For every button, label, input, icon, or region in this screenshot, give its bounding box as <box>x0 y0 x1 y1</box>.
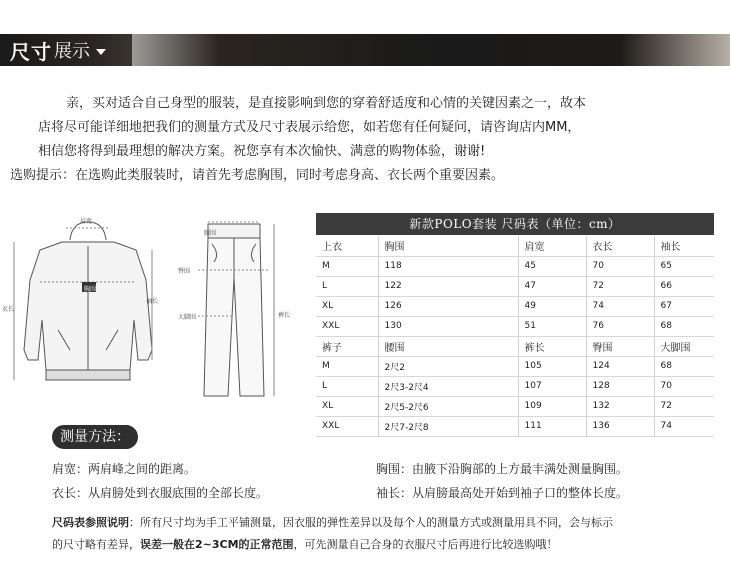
table-cell: 72 <box>654 396 714 416</box>
table-cell: 68 <box>654 316 714 336</box>
jacket-diagram <box>0 210 165 400</box>
section-title-bold: 尺寸 <box>10 39 52 64</box>
table-cell: 107 <box>518 376 586 396</box>
table-row <box>316 316 714 336</box>
table-cell: 大脚围 <box>654 336 714 356</box>
table-cell: 76 <box>586 316 654 336</box>
table-cell: 51 <box>518 316 586 336</box>
table-cell: 2尺2 <box>378 356 518 376</box>
table-cell: 裤子 <box>316 336 378 356</box>
jacket-chest-label: 胸围 <box>84 286 97 293</box>
note-text-1: ：所有尺寸均为手工平铺测量，因衣服的弹性差异以及每个人的测量方式或测量用具不同，会与标示 <box>129 516 613 529</box>
table-row <box>316 396 714 416</box>
table-cell: L <box>316 276 378 296</box>
table-cell: 2尺3-2尺4 <box>378 376 518 396</box>
table-cell: 72 <box>586 276 654 296</box>
table-row <box>316 296 714 316</box>
table-cell: 47 <box>518 276 586 296</box>
intro-line-2: 店将尽可能详细地把我们的测量方式及尺寸表展示给您，如若您有任何疑问，请咨询店内MM， <box>38 120 581 135</box>
method-sleeve: 袖长：从肩膀最高处开始到袖子口的整体长度。 <box>376 486 629 500</box>
table-row <box>316 276 714 296</box>
jacket-shoulder-label: 肩宽 <box>80 218 93 225</box>
intro-line-3: 相信您将得到最理想的解决方案。祝您享有本次愉快、满意的购物体验，谢谢! <box>38 144 486 159</box>
table-cell: 腰围 <box>378 336 518 356</box>
table-cell: M <box>316 356 378 376</box>
table-cell: 126 <box>378 296 518 316</box>
table-cell: XXL <box>316 416 378 436</box>
table-cell: 65 <box>654 256 714 276</box>
table-cell: XL <box>316 296 378 316</box>
table-cell: 118 <box>378 256 518 276</box>
table-row <box>316 256 714 276</box>
intro-text <box>10 92 708 188</box>
pants-hip-label: 臀围 <box>178 268 191 275</box>
table-cell: 111 <box>518 416 586 436</box>
section-title <box>0 34 132 66</box>
table-cell: 45 <box>518 256 586 276</box>
table-cell: 66 <box>654 276 714 296</box>
table-cell: 上衣 <box>316 236 378 256</box>
table-cell: 49 <box>518 296 586 316</box>
pants-length-label: 裤长 <box>278 312 291 319</box>
table-cell: 肩宽 <box>518 236 586 256</box>
table-cell: 衣长 <box>586 236 654 256</box>
size-reference-note <box>52 512 712 556</box>
section-title-thin: 展示 <box>54 41 90 62</box>
table-cell: 130 <box>378 316 518 336</box>
note-text-2b: 误差一般在2~3CM的正常范围 <box>140 538 294 551</box>
method-shoulder: 肩宽：两肩峰之间的距离。 <box>52 462 197 476</box>
table-row <box>316 356 714 376</box>
jacket-length-label: 衣长 <box>2 306 15 313</box>
table-cell: 2尺5-2尺6 <box>378 396 518 416</box>
table-cell: 70 <box>586 256 654 276</box>
table-cell: XXL <box>316 316 378 336</box>
table-cell: M <box>316 256 378 276</box>
method-chest: 胸围：由腋下沿胸部的上方最丰满处测量胸围。 <box>376 462 629 476</box>
table-row <box>316 416 714 436</box>
table-cell: 68 <box>654 356 714 376</box>
pants-diagram <box>178 218 298 408</box>
caret-down-icon <box>96 49 106 55</box>
intro-line-1: 亲，买对适合自己身型的服装，是直接影响到您的穿着舒适度和心情的关键因素之一，故本 <box>66 96 587 111</box>
table-cell: 136 <box>586 416 654 436</box>
table-cell: 105 <box>518 356 586 376</box>
note-text-2a: 的尺寸略有差异， <box>52 538 140 551</box>
table-cell: 胸围 <box>378 236 518 256</box>
table-cell: 袖长 <box>654 236 714 256</box>
intro-line-4: 选购提示：在选购此类服装时，请首先考虑胸围，同时考虑身高、衣长两个重要因素。 <box>10 168 505 183</box>
table-cell: 122 <box>378 276 518 296</box>
table-cell: 124 <box>586 356 654 376</box>
measurement-method-title: 测量方法： <box>52 425 138 449</box>
note-text-2c: ，可先测量自己合身的衣服尺寸后再进行比较选购哦！ <box>293 538 558 551</box>
jacket-sleeve-label: 袖长 <box>146 298 159 305</box>
table-cell: 臀围 <box>586 336 654 356</box>
table-header-row-top <box>316 236 714 256</box>
note-label: 尺码表参照说明 <box>52 516 129 529</box>
table-row <box>316 376 714 396</box>
method-length: 衣长：从肩膀处到衣服底围的全部长度。 <box>52 486 269 500</box>
pants-leg-label: 大脚围 <box>178 314 197 321</box>
table-cell: 74 <box>654 416 714 436</box>
size-table-title: 新款POLO套装 尺码表（单位：cm） <box>316 213 714 235</box>
table-cell: L <box>316 376 378 396</box>
size-table <box>316 236 714 437</box>
jacket-illustration <box>0 210 165 400</box>
table-cell: 109 <box>518 396 586 416</box>
table-cell: 2尺7-2尺8 <box>378 416 518 436</box>
table-cell: 128 <box>586 376 654 396</box>
table-cell: 裤长 <box>518 336 586 356</box>
table-cell: 132 <box>586 396 654 416</box>
table-cell: 70 <box>654 376 714 396</box>
pants-waist-label: 腰围 <box>204 230 217 237</box>
table-cell: XL <box>316 396 378 416</box>
table-header-row-bottom <box>316 336 714 356</box>
table-cell: 74 <box>586 296 654 316</box>
table-cell: 67 <box>654 296 714 316</box>
